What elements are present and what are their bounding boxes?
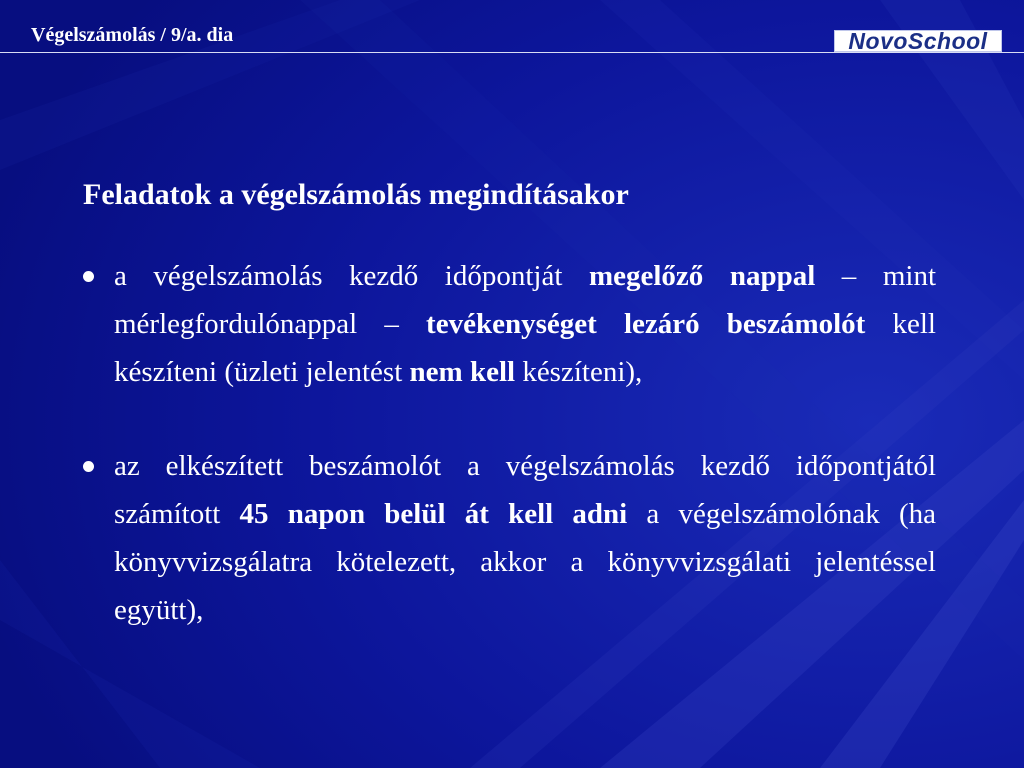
bullet-item xyxy=(83,252,936,396)
bullet-text: a végelszámolás kezdő időpontját xyxy=(114,260,589,292)
bullet-emphasis: megelőző nappal xyxy=(588,260,816,292)
bullet-icon xyxy=(83,461,94,472)
bullet-item xyxy=(83,442,936,634)
logo-text: NovoSchool xyxy=(848,30,988,52)
slide-header xyxy=(0,0,1024,52)
bullet-text: a végelszámolónak (ha könyvvizsgálatra kötelezett, akkor a könyvvizsgálati jelentéssel együtt), xyxy=(114,498,936,626)
bullet-text: kell készíteni (üzleti jelentést xyxy=(114,308,936,388)
header-divider xyxy=(0,52,1024,53)
bullet-text: készíteni), xyxy=(515,356,643,388)
slide-heading: Feladatok a végelszámolás megindításakor xyxy=(83,178,629,211)
bullet-text: – mint mérlegfordulónappal – xyxy=(114,260,936,340)
slide-content xyxy=(83,172,936,634)
bullet-emphasis: tevékenységet lezáró beszámolót xyxy=(426,308,866,340)
bullet-emphasis: 45 napon belül át kell adni xyxy=(239,498,628,530)
bullet-emphasis: nem kell xyxy=(409,356,516,388)
bullet-icon xyxy=(83,271,94,282)
novoschool-logo xyxy=(834,30,1002,52)
slide-title: Végelszámolás / 9/a. dia xyxy=(31,24,234,46)
bullet-text: az elkészített beszámolót a végelszámolás kezdő időpontjától számított xyxy=(114,450,936,530)
